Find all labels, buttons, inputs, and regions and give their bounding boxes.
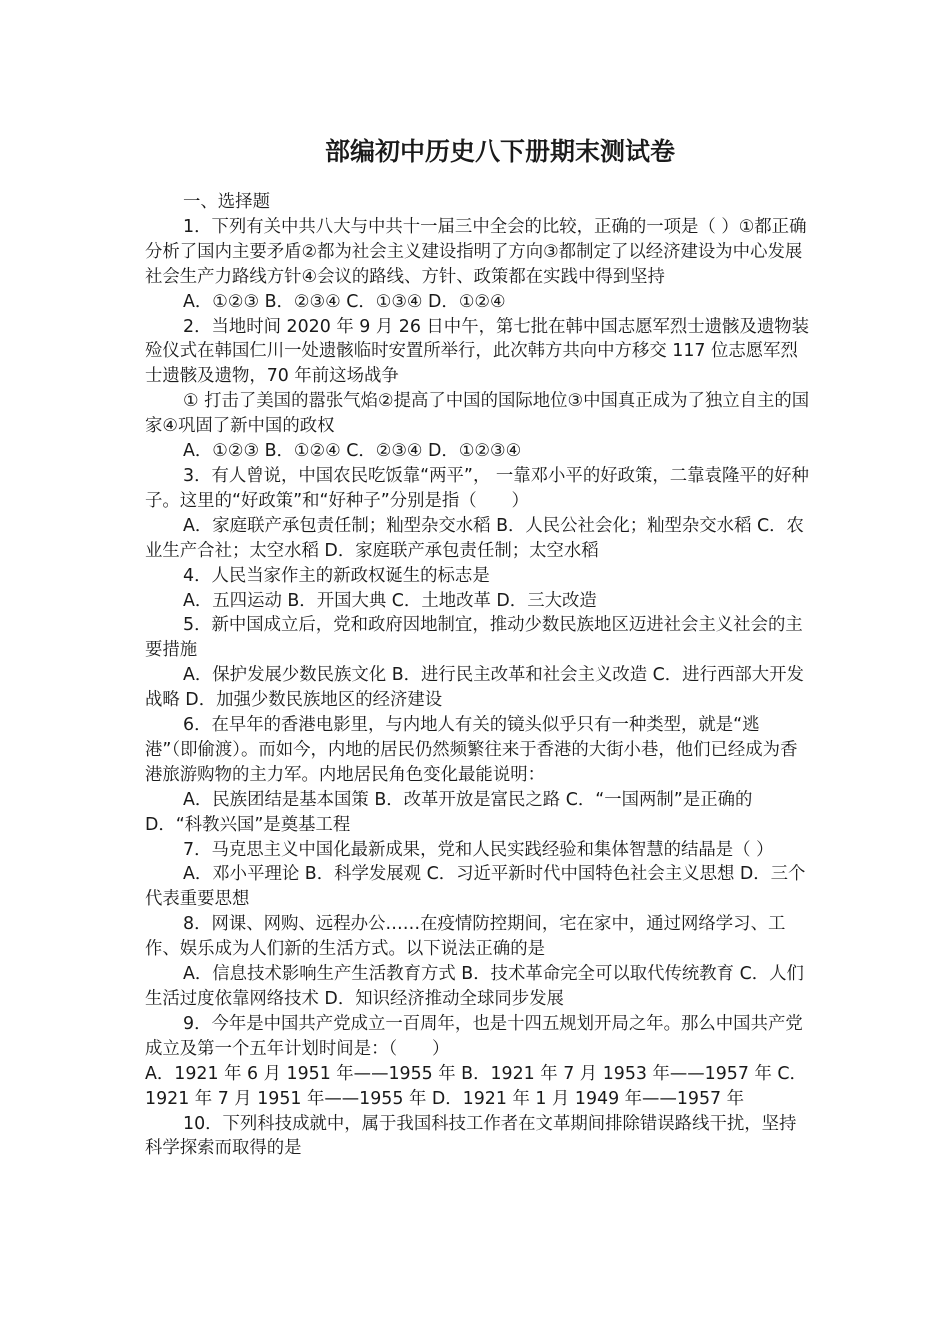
question-9-options: A．1921 年 6 月 1951 年——1955 年 B．1921 年 7 月 1953 年——1957 年 C．1921 年 7 月 1951 年——1955 年 D．1921 年 1 月 1949 年——1957 年	[145, 1063, 807, 1109]
question-3: 3．有人曾说，中国农民吃饭靠“两平”， 一靠邓小平的好政策，二靠袁隆平的好种子。这里的“好政策”和“好种子”分别是指（ ）	[145, 465, 809, 511]
question-3-options: A．家庭联产承包责任制；籼型杂交水稻 B．人民公社会化；籼型杂交水稻 C．农业生产合社；太空水稻 D．家庭联产承包责任制；太空水稻	[145, 515, 804, 561]
document-body	[145, 190, 811, 1161]
question-4: 4．人民当家作主的新政权诞生的标志是	[183, 565, 490, 586]
question-6-options: A．民族团结是基本国策 B．改革开放是富民之路 C．“一国两制”是正确的 D．“科教兴国”是奠基工程	[145, 789, 753, 835]
question-5-options: A．保护发展少数民族文化 B．进行民主改革和社会主义改造 C．进行西部大开发战略 D．加强少数民族地区的经济建设	[145, 665, 804, 711]
section-heading: 一、选择题	[183, 192, 270, 212]
question-4-options: A．五四运动 B．开国大典 C．土地改革 D．三大改造	[183, 590, 597, 611]
question-2-options: A．①②③ B．①②④ C．②③④ D．①②③④	[183, 441, 522, 462]
document-title: 部编初中历史八下册期末测试卷	[324, 137, 675, 166]
question-1-options: A．①②③ B．②③④ C．①③④ D．①②④	[183, 291, 506, 312]
question-8-options: A．信息技术影响生产生活教育方式 B．技术革命完全可以取代传统教育 C．人们生活过度依靠网络技术 D．知识经济推动全球同步发展	[145, 964, 804, 1009]
question-9: 9．今年是中国共产党成立一百周年，也是十四五规划开局之年。那么中国共产党成立及第一个五年计划时间是：（ ）	[145, 1013, 803, 1059]
question-6: 6．在早年的香港电影里，与内地人有关的镜头似乎只有一种类型，就是“逃港”（即偷渡）。而如今，内地的居民仍然频繁往来于香港的大街小巷，他们已经成为香港旅游购物的主力军。内地居民角色变化最能说明：	[145, 715, 798, 785]
question-2: 2．当地时间 2020 年 9 月 26 日中午，第七批在韩中国志愿军烈士遗骸及遗物装殓仪式在韩国仁川一处遗骸临时安置所举行，此次韩方共向中方移交 117 位志愿军烈士遗骸及遗物，70 年前这场战争	[145, 316, 810, 387]
question-7-options: A．邓小平理论 B．科学发展观 C．习近平新时代中国特色社会主义思想 D．三个代表重要思想	[145, 864, 806, 910]
question-2-statements: ① 打击了美国的嚣张气焰②提高了中国的国际地位③中国真正成为了独立自主的国家④巩固了新中国的政权	[145, 391, 810, 437]
question-5: 5．新中国成立后，党和政府因地制宜，推动少数民族地区迈进社会主义社会的主要措施	[145, 615, 803, 661]
question-10: 10．下列科技成就中，属于我国科技工作者在文革期间排除错误路线干扰，坚持科学探索而取得的是	[145, 1113, 797, 1159]
question-7: 7．马克思主义中国化最新成果，党和人民实践经验和集体智慧的结晶是（ ）	[183, 839, 774, 860]
question-8: 8．网课、网购、远程办公……在疫情防控期间，宅在家中，通过网络学习、工作、娱乐成为人们新的生活方式。以下说法正确的是	[145, 914, 786, 960]
question-1: 1．下列有关中共八大与中共十一届三中全会的比较，正确的一项是（ ）①都正确分析了国内主要矛盾②都为社会主义建设指明了方向③都制定了以经济建设为中心发展社会生产力路线方针④会议的路线、方针、政策都在实践中得到坚持	[145, 216, 807, 287]
